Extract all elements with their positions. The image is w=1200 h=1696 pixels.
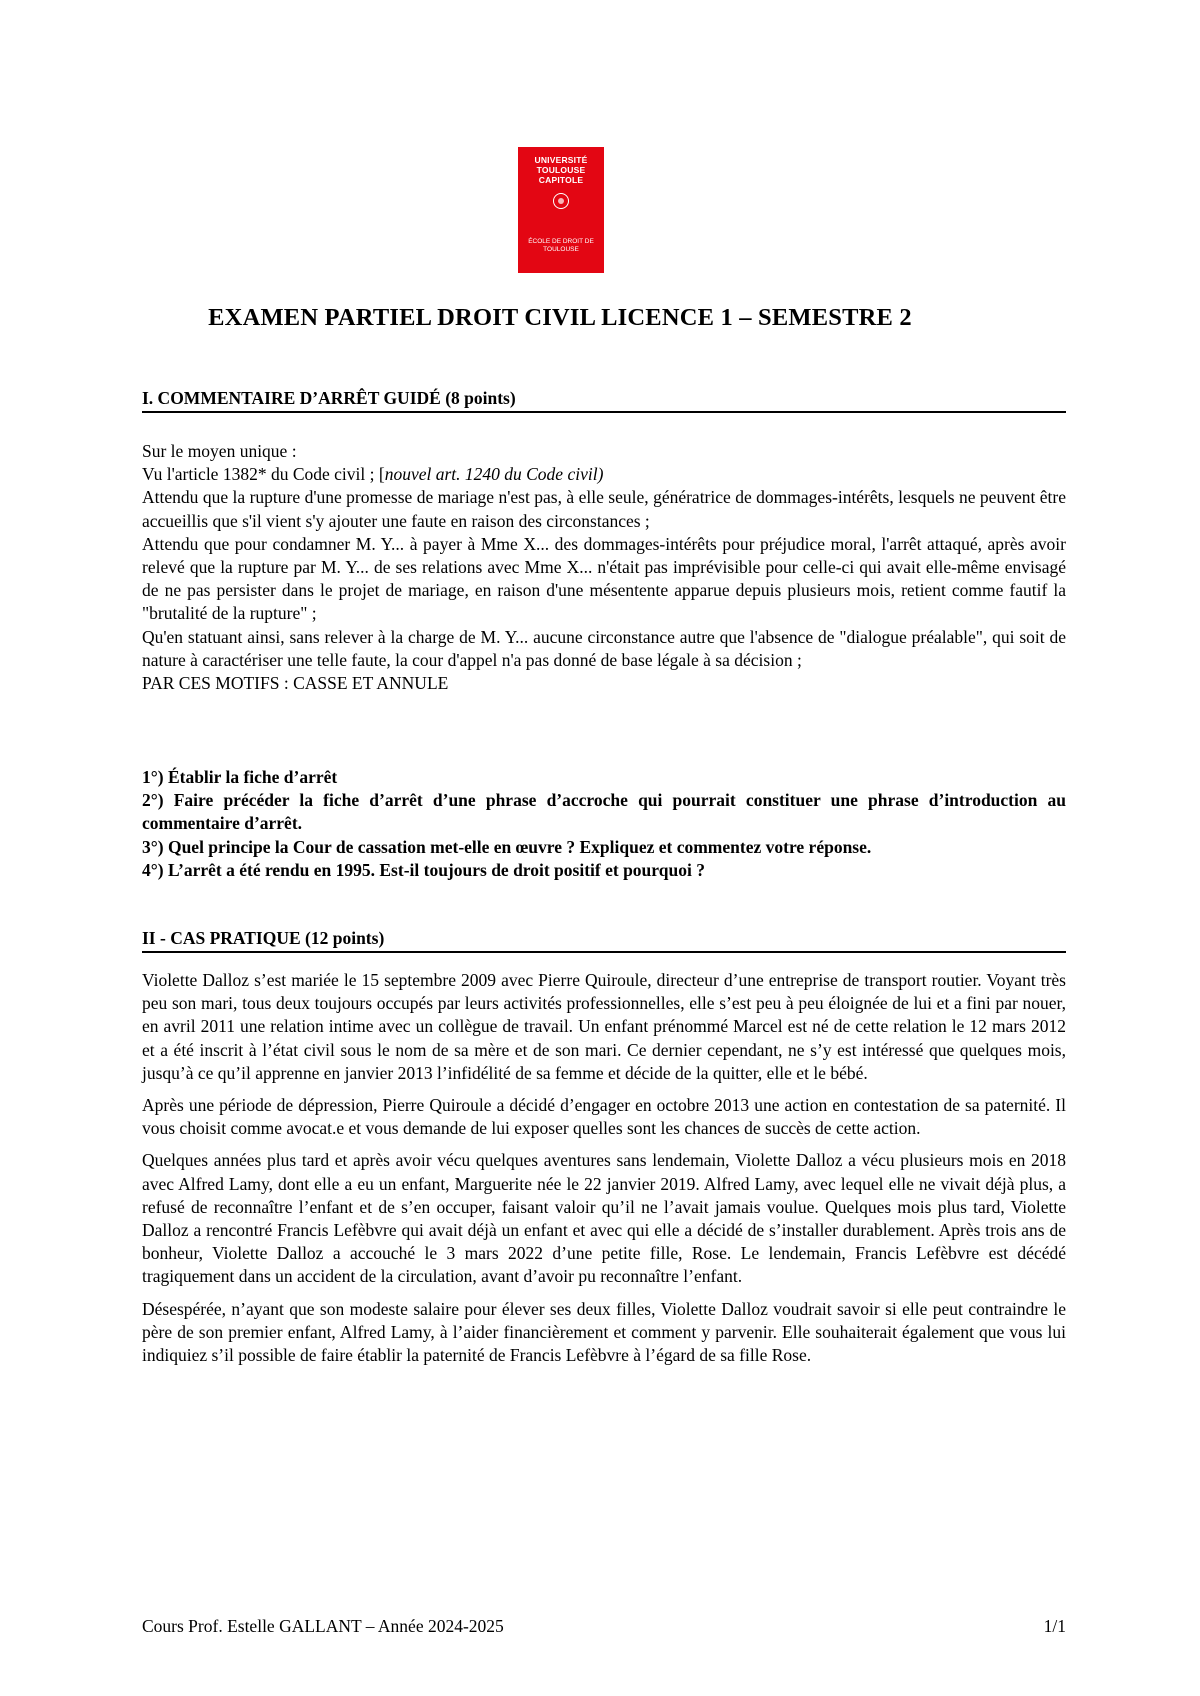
arret-line2-italic: nouvel art. 1240 du Code civil) xyxy=(384,464,604,485)
question-1: 1°) Établir la fiche d’arrêt xyxy=(142,767,338,787)
arret-text xyxy=(142,440,1066,695)
logo-school-name: ÉCOLE DE DROIT DE TOULOUSE xyxy=(528,238,594,253)
cas-paragraph-3: Quelques années plus tard et après avoir vécu quelques aventures sans lendemain, Violette Dalloz a vécu plusieurs mois en 2018 avec Alfred Lamy, dont elle a eu un enfant, Marguerite née le 22 janvier 2019. Alfred Lamy, avec lequel elle ne vivait déjà plus, a refusé de reconnaître l’enfant et de s’en occuper, faisant valoir qu’il ne l’avait jamais voulue. Quelques mois plus tard, Violette Dalloz a rencontré Francis Lefèbvre qui avait déjà un enfant et avec qui elle a décidé de s’installer durablement. Après trois ans de bonheur, Violette Dalloz a accouché le 3 mars 2022 d’une petite fille, Rose. Le lendemain, Francis Lefèbvre est décédé tragiquement dans un accident de la circulation, avant d’avoir pu reconnaître l’enfant. xyxy=(142,1150,1066,1287)
page-footer xyxy=(142,1616,1066,1637)
page-number: 1/1 xyxy=(1043,1616,1066,1636)
arret-line2 xyxy=(142,463,1066,486)
arret-line2-prefix: Vu l'article 1382* du Code civil ; [ xyxy=(142,464,385,485)
cas-pratique-text xyxy=(142,969,1066,1376)
arret-para4: PAR CES MOTIFS : CASSE ET ANNULE xyxy=(142,673,449,694)
question-3: 3°) Quel principe la Cour de cassation met-elle en œuvre ? Expliquez et commentez votre réponse. xyxy=(142,836,872,857)
question-2: 2°) Faire précéder la fiche d’arrêt d’une phrase d’accroche qui pourrait constituer une phrase d’introduction au commentaire d’arrêt. xyxy=(142,790,1066,834)
seal-icon xyxy=(553,193,569,209)
cas-paragraph-1: Violette Dalloz s’est mariée le 15 septembre 2009 avec Pierre Quiroule, directeur d’une entreprise de transport routier. Voyant très peu son mari, tous deux toujours occupés par leurs activités professionnelles, elle s’est peu à peu éloignée de lui et a fini par nouer, en avril 2011 une relation intime avec un collègue de travail. Un enfant prénommé Marcel est né de cette relation le 12 mars 2012 et a été inscrit à l’état civil sous le nom de sa mère et de son mari. Ce dernier cependant, ne s’y est intéressé que quelques mois, jusqu’à ce qu’il apprenne en janvier 2013 l’infidélité de sa femme et décide de la quitter, elle et le bébé. xyxy=(142,970,1066,1083)
cas-paragraph-2: Après une période de dépression, Pierre Quiroule a décidé d’engager en octobre 2013 une action en contestation de sa paternité. Il vous choisit comme avocat.e et vous demande de lui exposer quelles sont les chances de succès de cette action. xyxy=(142,1095,1066,1139)
cas-paragraph-4: Désespérée, n’ayant que son modeste salaire pour élever ses deux filles, Violette Dalloz voudrait savoir si elle peut contraindre le père de son premier enfant, Alfred Lamy, à l’aider financièrement et comment y parvenir. Elle souhaiterait également que vous lui indiquiez s’il possible de faire établir la paternité de Francis Lefèbvre à l’égard de sa fille Rose. xyxy=(142,1298,1066,1366)
section1-heading: I. COMMENTAIRE D’ARRÊT GUIDÉ (8 points) xyxy=(142,388,1066,413)
arret-para1: Attendu que la rupture d'une promesse de mariage n'est pas, à elle seule, génératrice de dommages-intérêts, lesquels ne peuvent être accueillis que s'il vient s'y ajouter une faute en raison des circonstances ; xyxy=(142,487,1066,531)
logo-university-name: UNIVERSITÉ TOULOUSE CAPITOLE xyxy=(534,155,588,185)
footer-course: Cours Prof. Estelle GALLANT – Année 2024-2025 xyxy=(142,1616,504,1636)
page-title: EXAMEN PARTIEL DROIT CIVIL LICENCE 1 – SEMESTRE 2 xyxy=(208,304,912,331)
arret-line1: Sur le moyen unique : xyxy=(142,441,297,461)
questions-list xyxy=(142,766,1066,882)
arret-para2: Attendu que pour condamner M. Y... à payer à Mme X... des dommages-intérêts pour préjudice moral, l'arrêt attaqué, après avoir relevé que la rupture par M. Y... de ses relations avec Mme X... n'était pas imprévisible pour celle-ci qui avait elle-même envisagé de ne pas persister dans le projet de mariage, en raison d'une mésentente apparue depuis plusieurs mois, retient comme fautif la "brutalité de la rupture" ; xyxy=(142,533,1066,624)
section2-heading: II - CAS PRATIQUE (12 points) xyxy=(142,928,1066,953)
university-logo xyxy=(518,147,604,273)
question-4: 4°) L’arrêt a été rendu en 1995. Est-il toujours de droit positif et pourquoi ? xyxy=(142,859,705,880)
arret-para3: Qu'en statuant ainsi, sans relever à la charge de M. Y... aucune circonstance autre que l'absence de "dialogue préalable", qui soit de nature à caractériser une telle faute, la cour d'appel n'a pas donné de base légale à sa décision ; xyxy=(142,626,1066,670)
